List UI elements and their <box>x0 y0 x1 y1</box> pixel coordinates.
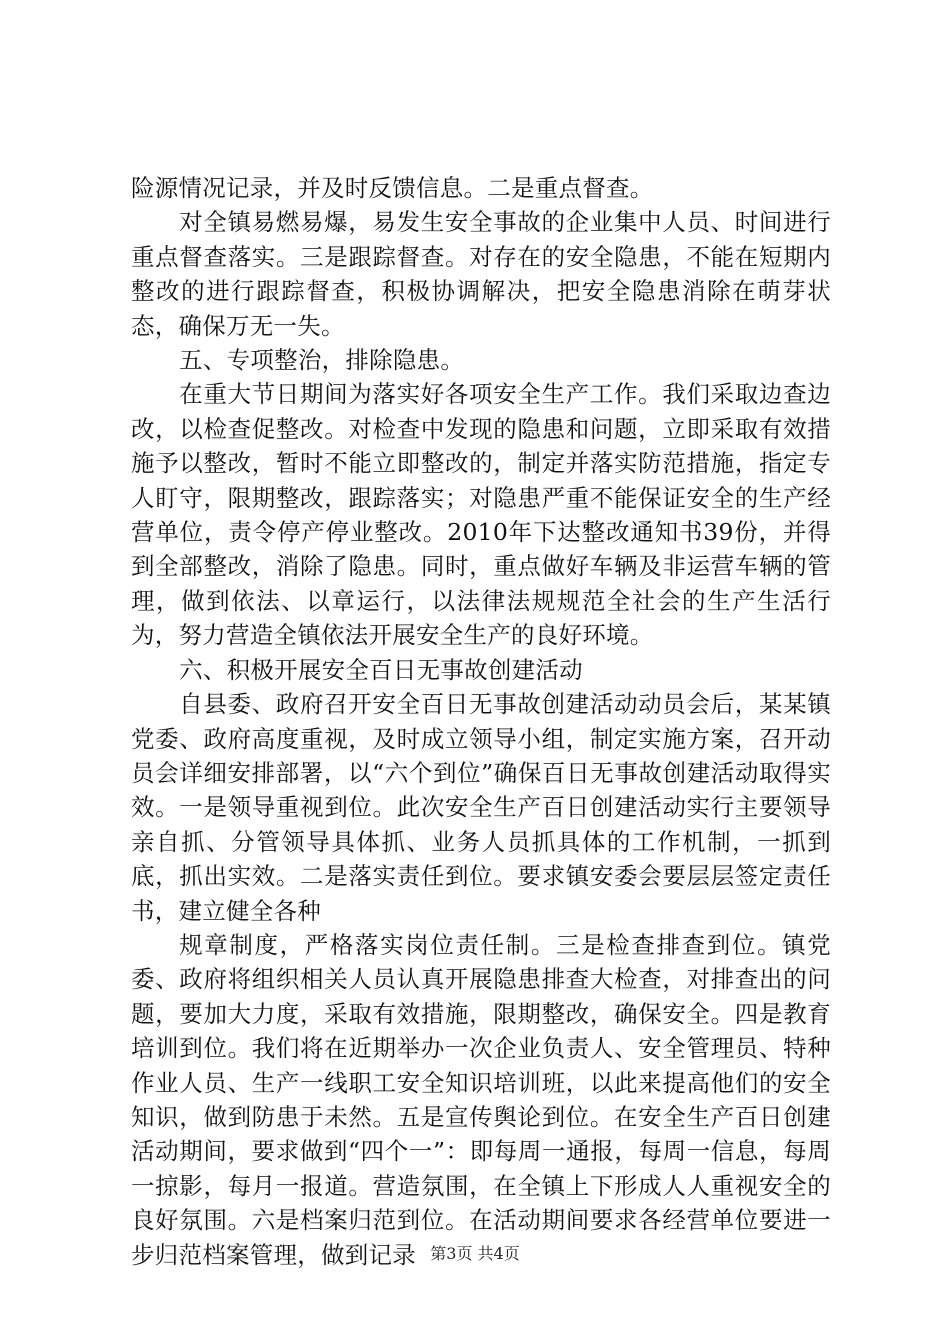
page-footer: 第3页 共4页 <box>430 1244 520 1263</box>
paragraph-1: 险源情况记录，并及时反馈信息。二是重点督查。 <box>131 174 654 202</box>
paragraph-2: 对全镇易燃易爆，易发生安全事故的企业集中人员、时间进行重点督查落实。三是跟踪督查。对存在的安全隐患，不能在短期内整改的进行跟踪督查，积极协调解决，把安全隐患消除在萌芽状态，确保万无一失。 <box>131 208 831 340</box>
paragraph-4: 自县委、政府召开安全百日无事故创建活动动员会后，某某镇党委、政府高度重视，及时成立领导小组，制定实施方案，召开动员会详细安排部署，以“六个到位”确保百日无事故创建活动取得实效。一是领导重视到位。此次安全生产百日创建活动实行主要领导亲自抓、分管领导具体抓、业务人员抓具体的工作机制，一抓到底，抓出实效。二是落实责任到位。要求镇安委会要层层签定责任书，建立健全各种 <box>131 690 831 925</box>
section-heading-5: 五、专项整治，排除隐患。 <box>179 346 465 375</box>
paragraph-3: 在重大节日期间为落实好各项安全生产工作。我们采取边查边改，以检查促整改。对检查中发现的隐患和问题，立即采取有效措施予以整改，暂时不能立即整改的，制定并落实防范措施，指定专人盯守，限期整改，跟踪落实；对隐患严重不能保证安全的生产经营单位，责令停产停业整改。2010年下达整改通知书39份，并得到全部整改，消除了隐患。同时，重点做好车辆及非运营车辆的管理，做到依法、以章运行，以法律法规规范全社会的生产生活行为，努力营造全镇依法开展安全生产的良好环境。 <box>131 380 831 650</box>
paragraph-5: 规章制度，严格落实岗位责任制。三是检查排查到位。镇党委、政府将组织相关人员认真开展隐患排查大检查，对排查出的问题，要加大力度，采取有效措施，限期整改，确保安全。四是教育培训到位。我们将在近期举办一次企业负责人、安全管理员、特种作业人员、生产一线职工安全知识培训班，以此来提高他们的安全知识，做到防患于未然。五是宣传舆论到位。在安全生产百日创建活动期间，要求做到“四个一”：即每周一通报，每周一信息，每周一掠影，每月一报道。营造氛围，在全镇上下形成人人重视安全的良好氛围。六是档案归范到位。在活动期间要求各经营单位要进一步归范档案管理，做到记录 <box>131 930 831 1269</box>
document-body <box>131 171 831 1272</box>
section-heading-6: 六、积极开展安全百日无事故创建活动 <box>179 655 583 684</box>
